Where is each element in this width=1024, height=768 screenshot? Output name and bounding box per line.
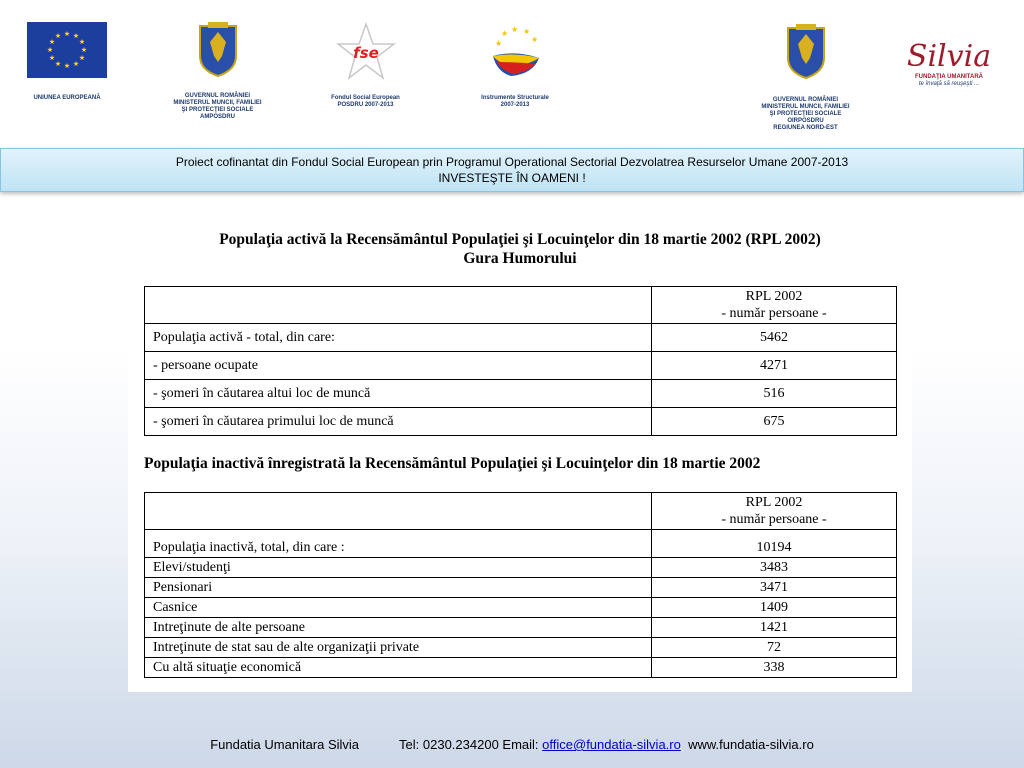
row-label: - şomeri în căutarea primului loc de muncă	[145, 408, 652, 436]
is-caption: Instrumente Structurale 2007-2013	[481, 95, 549, 108]
row-value: 675	[652, 408, 897, 436]
eu-flag-icon	[27, 22, 107, 78]
row-label: Cu altă situaţie economică	[145, 658, 652, 678]
row-value: 1421	[652, 618, 897, 638]
row-value: 516	[652, 380, 897, 408]
fse-star-icon	[336, 22, 396, 82]
instrumente-structurale-logo	[470, 22, 560, 109]
table-row	[145, 658, 897, 678]
svg-text:★: ★	[63, 30, 71, 38]
gov-logo-oirposdru	[748, 24, 863, 132]
row-value: 72	[652, 638, 897, 658]
silvia-tagline: te învaţă să reuşeşti ...	[918, 81, 980, 87]
eu-logo	[22, 22, 112, 102]
fse-caption: Fondul Social European POSDRU 2007-2013	[331, 95, 400, 108]
table-row	[145, 578, 897, 598]
inactive-population-title: Populaţia inactivă înregistrată la Recensământul Populaţiei şi Locuinţelor din 18 martie 2002	[144, 455, 761, 472]
svg-text:★: ★	[72, 60, 80, 68]
table-row	[145, 638, 897, 658]
inactive-population-table	[144, 492, 897, 678]
project-banner	[0, 148, 1024, 192]
swoosh-stars-icon	[483, 22, 547, 84]
gov2-caption: GUVERNUL ROMÂNIEI MINISTERUL MUNCII, FAMILIEI ŞI PROTECŢIEI SOCIALE OIRPOSDRU REGIUNEA NORD-EST	[761, 97, 850, 131]
row-label: Intreţinute de alte persoane	[145, 618, 652, 638]
svg-text:★: ★	[72, 32, 80, 40]
row-label: Elevi/studenţi	[145, 558, 652, 578]
coat-of-arms-icon	[196, 22, 240, 78]
row-label: Populaţia inactivă, total, din care :	[145, 530, 652, 558]
footer-org: Fundatia Umanitara Silvia	[210, 737, 360, 752]
document-page	[128, 200, 912, 692]
table-row	[145, 380, 897, 408]
footer-website: www.fundatia-silvia.ro	[688, 737, 814, 752]
logo-strip	[0, 0, 1024, 145]
eu-caption: UNIUNEA EUROPEANĂ	[33, 95, 101, 101]
row-value: 4271	[652, 352, 897, 380]
footer	[0, 737, 1024, 752]
table-header-cell: RPL 2002 - număr persoane -	[652, 287, 897, 324]
svg-text:★: ★	[523, 27, 531, 36]
active-population-table	[144, 286, 897, 436]
table-header-row	[145, 493, 897, 530]
row-value: 3483	[652, 558, 897, 578]
silvia-name: Silvia	[906, 39, 992, 74]
row-label: Pensionari	[145, 578, 652, 598]
row-label: - persoane ocupate	[145, 352, 652, 380]
table-header-empty	[145, 493, 652, 530]
svg-text:★: ★	[54, 60, 62, 68]
active-population-title: Populaţia activă la Recensământul Populaţiei şi Locuinţelor din 18 martie 2002 (RPL 2002) Gura Humorului	[219, 231, 821, 267]
table-header-empty	[145, 287, 652, 324]
row-value: 5462	[652, 324, 897, 352]
svg-text:★: ★	[495, 39, 503, 48]
fse-logo	[318, 22, 413, 109]
svg-text:★: ★	[78, 54, 86, 62]
table-header-row	[145, 287, 897, 324]
coat-of-arms-icon	[784, 24, 828, 80]
table-row	[145, 352, 897, 380]
silvia-logo	[890, 40, 1008, 88]
svg-text:★: ★	[80, 46, 88, 54]
table-row	[145, 324, 897, 352]
row-value: 338	[652, 658, 897, 678]
row-value: 3471	[652, 578, 897, 598]
row-value: 1409	[652, 598, 897, 618]
banner-line-1: Proiect cofinantat din Fondul Social European prin Programul Operational Sectorial Dezvolatrea Resurselor Umane 2007-2013	[175, 155, 849, 169]
svg-text:★: ★	[531, 35, 539, 44]
gov-logo-amposdru	[160, 22, 275, 121]
table-row	[145, 598, 897, 618]
footer-email-link[interactable]: office@fundatia-silvia.ro	[542, 737, 681, 752]
row-label: - şomeri în căutarea altui loc de muncă	[145, 380, 652, 408]
svg-text:★: ★	[54, 32, 62, 40]
svg-text:★: ★	[48, 54, 56, 62]
banner-line-2: INVESTEŞTE ÎN OAMENI !	[438, 171, 586, 185]
table-row	[145, 618, 897, 638]
footer-tel: Tel: 0230.234200 Email:	[399, 737, 539, 752]
svg-text:★: ★	[511, 25, 519, 34]
svg-text:★: ★	[63, 62, 71, 70]
row-label: Intreţinute de stat sau de alte organizaţii private	[145, 638, 652, 658]
gov1-caption: GUVERNUL ROMÂNIEI MINISTERUL MUNCII, FAMILIEI ŞI PROTECŢIEI SOCIALE AMPOSDRU	[173, 93, 262, 120]
table-header-cell: RPL 2002 - număr persoane -	[652, 493, 897, 530]
svg-text:★: ★	[48, 38, 56, 46]
table-row	[145, 530, 897, 558]
row-label: Populaţia activă - total, din care:	[145, 324, 652, 352]
table-row	[145, 558, 897, 578]
svg-text:★: ★	[78, 38, 86, 46]
table-row	[145, 408, 897, 436]
svg-text:★: ★	[46, 46, 54, 54]
row-value: 10194	[652, 530, 897, 558]
fse-mark: fse	[352, 44, 379, 62]
svg-text:★: ★	[501, 29, 509, 38]
silvia-subtitle: FUNDAŢIA UMANITARĂ	[915, 74, 983, 80]
row-label: Casnice	[145, 598, 652, 618]
